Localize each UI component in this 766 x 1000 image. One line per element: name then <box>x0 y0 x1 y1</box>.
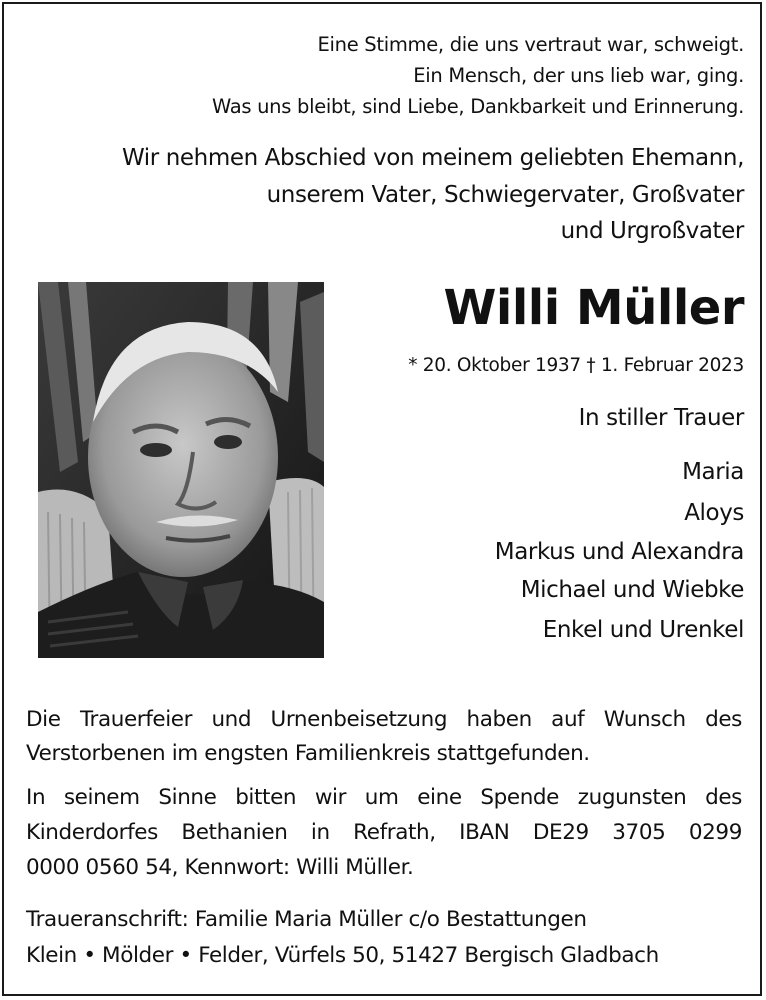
intro-line-2: unserem Vater, Schwiegervater, Großvater <box>266 182 744 208</box>
deceased-name: Willi Müller <box>443 280 744 336</box>
notice-line-5: 0000 0560 54, Kennwort: Willi Müller. <box>26 855 414 880</box>
intro-line-3: und Urgroßvater <box>560 218 744 244</box>
mourner-5: Enkel und Urenkel <box>542 617 744 643</box>
mourning-heading: In stiller Trauer <box>578 405 744 431</box>
address-line-2: Klein • Mölder • Felder, Vürfels 50, 51427 Bergisch Gladbach <box>26 943 659 968</box>
notice-line-3: In seinem Sinne bitten wir um eine Spende zugunsten des <box>26 785 742 810</box>
verse-line-2: Ein Mensch, der uns lieb war, ging. <box>413 64 744 87</box>
notice-line-2: Verstorbenen im engsten Familienkreis stattgefunden. <box>26 741 590 766</box>
portrait-photo <box>38 282 324 658</box>
notice-line-1: Die Trauerfeier und Urnenbeisetzung haben auf Wunsch des <box>26 707 742 732</box>
mourner-3: Markus und Alexandra <box>494 539 744 565</box>
notice-line-4: Kinderdorfes Bethanien in Refrath, IBAN DE29 3705 0299 <box>26 820 742 845</box>
mourner-1: Maria <box>682 459 744 485</box>
verse-line-1: Eine Stimme, die uns vertraut war, schweigt. <box>317 33 744 56</box>
mourner-2: Aloys <box>684 500 744 526</box>
portrait-image <box>38 282 324 658</box>
intro-line-1: Wir nehmen Abschied von meinem geliebten Ehemann, <box>121 145 744 171</box>
address-line-1: Traueranschrift: Familie Maria Müller c/o Bestattungen <box>26 907 587 932</box>
verse-line-3: Was uns bleibt, sind Liebe, Dankbarkeit und Erinnerung. <box>211 95 744 118</box>
life-dates: * 20. Oktober 1937 † 1. Februar 2023 <box>408 355 744 376</box>
mourner-4: Michael und Wiebke <box>520 577 744 603</box>
